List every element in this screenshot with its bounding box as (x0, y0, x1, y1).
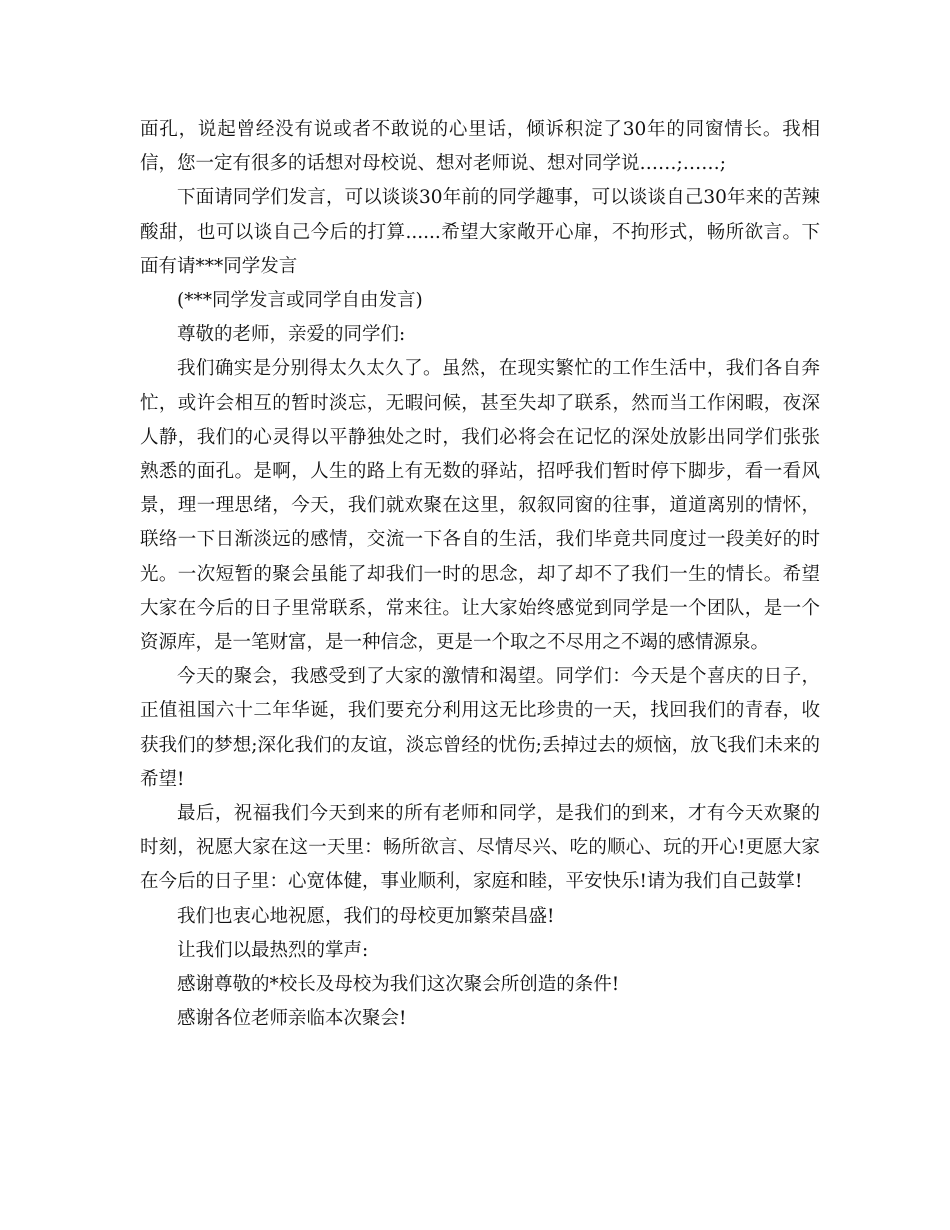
paragraph: 我们确实是分别得太久太久了。虽然，在现实繁忙的工作生活中，我们各自奔忙，或许会相互的暂时淡忘，无暇问候，甚至失却了联系，然而当工作闲暇，夜深人静，我们的心灵得以平静独处之时，我们必将会在记忆的深处放影出同学们张张熟悉的面孔。是啊，人生的路上有无数的驿站，招呼我们暂时停下脚步，看一看风景，理一理思绪，今天，我们就欢聚在这里，叙叙同窗的往事，道道离别的情怀，联络一下日渐淡远的感情，交流一下各自的生活，我们毕竟共同度过一段美好的时光。一次短暂的聚会虽能了却我们一时的思念，却了却不了我们一生的情长。希望大家在今后的日子里常联系，常来往。让大家始终感觉到同学是一个团队，是一个资源库，是一笔财富，是一种信念，更是一个取之不尽用之不竭的感情源泉。 (140, 358, 820, 654)
paragraph: 感谢各位老师亲临本次聚会! (177, 1008, 407, 1030)
paragraph: 下面请同学们发言，可以谈谈30年前的同学趣事，可以谈谈自己30年来的苦辣酸甜，也可以谈自己今后的打算......希望大家敞开心扉，不拘形式，畅所欲言。下面有请***同学发言 (140, 187, 820, 277)
paragraph: 尊敬的老师，亲爱的同学们: (177, 324, 406, 346)
paragraph: 让我们以最热烈的掌声: (177, 939, 369, 961)
paragraph: 我们也衷心地祝愿，我们的母校更加繁荣昌盛! (177, 905, 555, 927)
document-body (140, 113, 820, 1036)
paragraph: 面孔，说起曾经没有说或者不敢说的心里话，倾诉积淀了30年的同窗情长。我相信，您一定有很多的话想对母校说、想对老师说、想对同学说……;……; (140, 119, 820, 175)
paragraph: 感谢尊敬的*校长及母校为我们这次聚会所创造的条件! (177, 974, 620, 996)
paragraph: 今天的聚会，我感受到了大家的激情和渴望。同学们：今天是个喜庆的日子，正值祖国六十二年华诞，我们要充分利用这无比珍贵的一天，找回我们的青春，收获我们的梦想;深化我们的友谊，淡忘曾经的忧伤;丢掉过去的烦恼，放飞我们未来的希望! (140, 666, 820, 790)
paragraph: 最后，祝福我们今天到来的所有老师和同学，是我们的到来，才有今天欢聚的时刻，祝愿大家在这一天里：畅所欲言、尽情尽兴、吃的顺心、玩的开心!更愿大家在今后的日子里：心宽体健，事业顺利，家庭和睦，平安快乐!请为我们自己鼓掌! (140, 803, 820, 893)
paragraph: (***同学发言或同学自由发言) (177, 290, 423, 312)
